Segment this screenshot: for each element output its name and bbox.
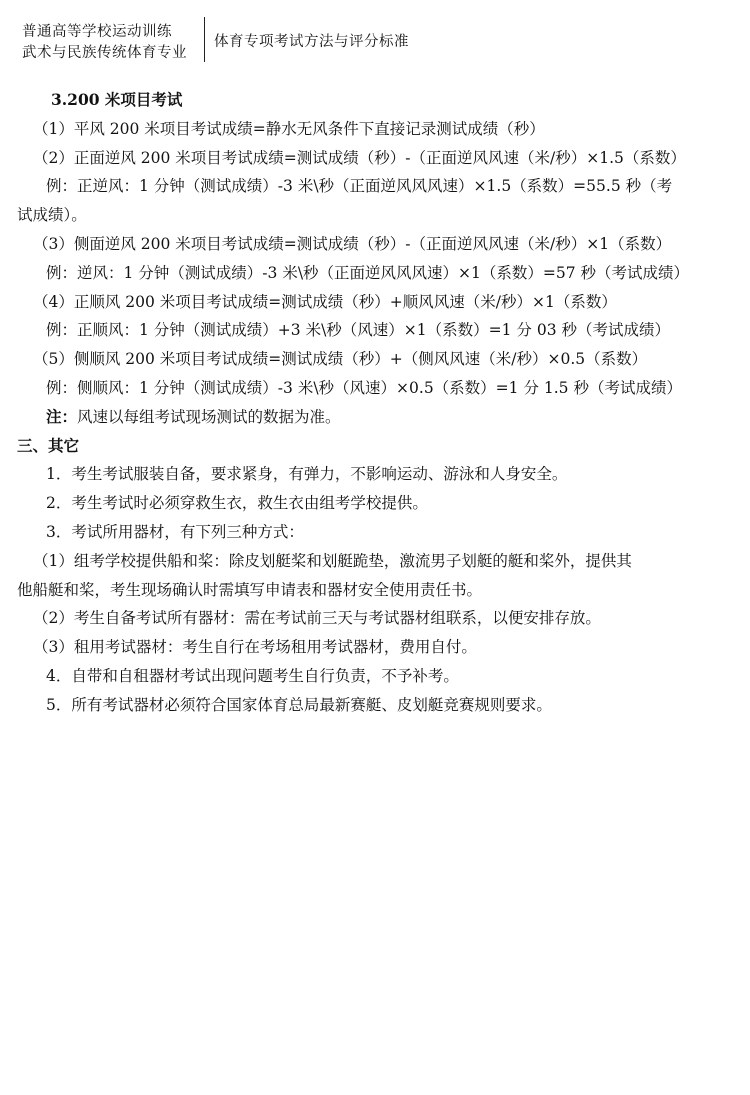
item-equipment-option-1-cont: 他船艇和桨，考生现场确认时需填写申请表和器材安全使用责任书。 [17,580,483,599]
example-head-wind: 例：正逆风：1 分钟（测试成绩）-3 米\秒（正面逆风风风速）×1.5（系数）=55.5 秒（考 [46,177,673,196]
item-equipment-option-2: （2）考生自备考试所有器材：需在考试前三天与考试器材组联系，以便安排存放。 [33,609,601,628]
item-equipment-option-1: （1）组考学校提供船和桨：除皮划艇桨和划艇跪垫，激流男子划艇的艇和桨外，提供其 [33,551,632,570]
item-clothing: 1．考生考试服装自备，要求紧身，有弹力，不影响运动、游泳和人身安全。 [46,465,568,484]
rule-side-head-wind: （3）侧面逆风 200 米项目考试成绩=测试成绩（秒）-（正面逆风风速（米/秒）×1（系数） [33,234,672,253]
example-side-tail-wind: 例：侧顺风：1 分钟（测试成绩）-3 米\秒（风速）×0.5（系数）=1 分 1.5 秒（考试成绩） [46,378,682,397]
note-line [17,403,737,432]
page-header [22,14,442,62]
item-own-equipment-responsibility: 4．自带和自租器材考试出现问题考生自行负责，不予补考。 [46,666,459,685]
header-left-block [22,22,187,64]
section-heading-other: 三、其它 [17,435,80,455]
rule-calm-wind: （1）平风 200 米项目考试成绩=静水无风条件下直接记录测试成绩（秒） [33,119,545,138]
header-title: 体育专项考试方法与评分标准 [214,34,409,50]
rule-tail-wind: （4）正顺风 200 米项目考试成绩=测试成绩（秒）+顺风风速（米/秒）×1（系数） [33,292,617,311]
item-life-jacket: 2．考生考试时必须穿救生衣，救生衣由组考学校提供。 [46,494,428,513]
header-divider [204,17,205,62]
heading-200m-exam: 3.200 米项目考试 [51,90,183,109]
header-major-line: 武术与民族传统体育专业 [22,45,187,61]
header-school-line: 普通高等学校运动训练 [22,24,172,40]
note-text: 风速以每组考试现场测试的数据为准。 [77,407,341,426]
item-equipment-standards: 5．所有考试器材必须符合国家体育总局最新赛艇、皮划艇竞赛规则要求。 [46,695,552,714]
example-tail-wind: 例：正顺风：1 分钟（测试成绩）+3 米\秒（风速）×1（系数）=1 分 03 秒（考试成绩） [46,321,670,340]
note-label: 注： [46,406,78,426]
item-equipment: 3．考试所用器材，有下列三种方式： [46,522,304,541]
item-equipment-option-3: （3）租用考试器材：考生自行在考场租用考试器材，费用自付。 [33,638,477,657]
example-side-head-wind: 例：逆风：1 分钟（测试成绩）-3 米\秒（正面逆风风风速）×1（系数）=57 秒（考试成绩） [46,263,690,282]
example-head-wind-cont: 试成绩）。 [17,206,87,225]
document-body [17,86,737,720]
rule-side-tail-wind: （5）侧顺风 200 米项目考试成绩=测试成绩（秒）+（侧风风速（米/秒）×0.5（系数） [33,350,648,369]
rule-head-wind: （2）正面逆风 200 米项目考试成绩=测试成绩（秒）-（正面逆风风速（米/秒）×1.5（系数） [33,148,686,167]
